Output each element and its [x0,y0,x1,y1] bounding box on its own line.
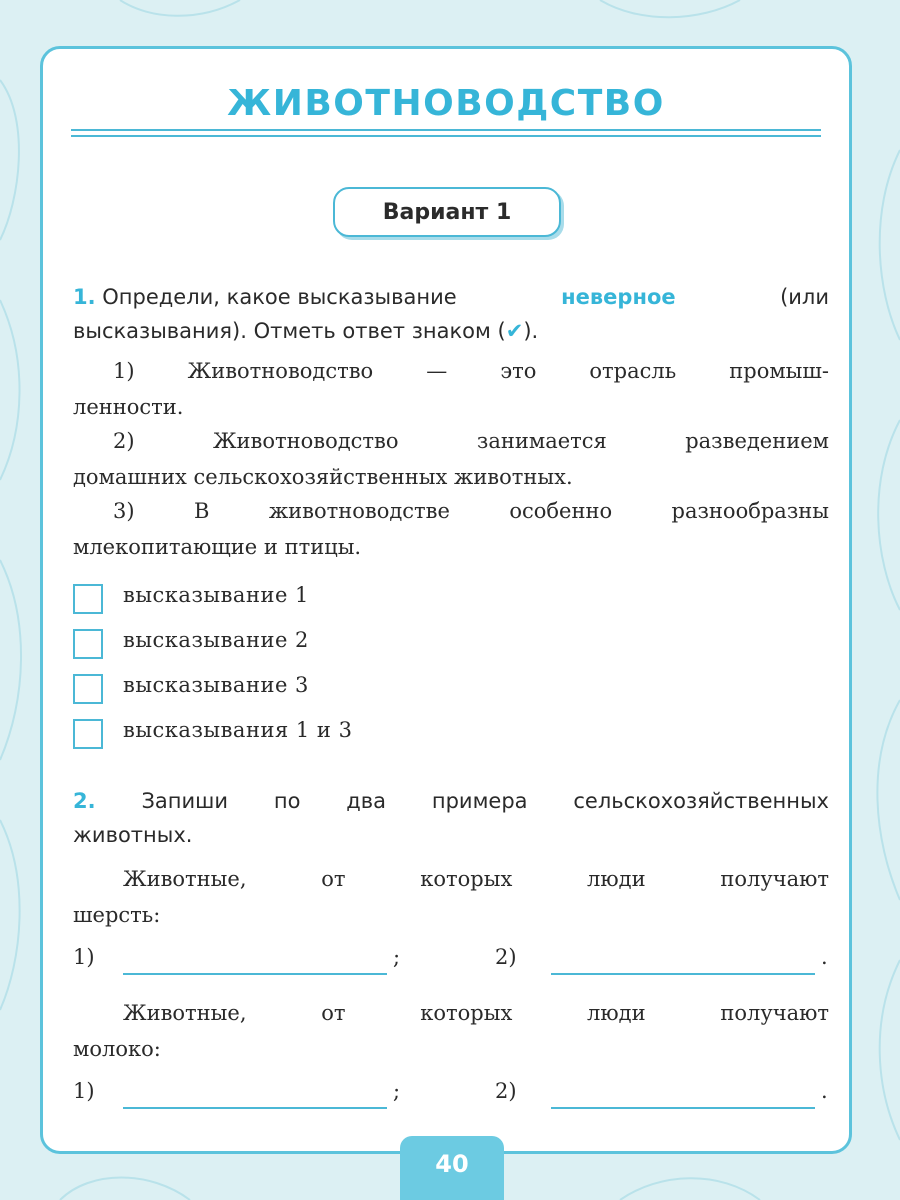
q2-prompt-line1: 2. Запиши по два примера сельскохозяйственных [73,789,829,813]
title-rule-top [71,129,821,131]
q1-highlight-word: неверное [561,285,676,309]
q1-prompt-line2: высказывания). Отметь ответ знаком (✔). [73,319,539,343]
statement-3-line1: 3) В животноводстве особенно разнообразны [113,499,829,523]
milk-prompt-line2: молоко: [73,1037,161,1061]
page-number-tab [400,1136,504,1200]
checkmark-icon: ✔ [505,319,524,343]
statement-2-line1: 2) Животноводство занимается разведением [113,429,829,453]
statement-2-line2: домашних сельскохозяйственных животных. [73,465,573,489]
milk-semicolon: ; [393,1079,401,1103]
milk-blank2-label: 2) [495,1079,517,1103]
option-checkbox-4[interactable] [73,719,103,749]
option-label-3: высказывание 3 [123,673,309,697]
option-checkbox-3[interactable] [73,674,103,704]
milk-period: . [821,1079,828,1103]
milk-answer-1-input[interactable] [123,1081,387,1109]
wool-semicolon: ; [393,945,401,969]
variant-badge: Вариант 1 [333,187,561,237]
wool-period: . [821,945,828,969]
option-label-1: высказывание 1 [123,583,309,607]
milk-prompt-line1: Животные, от которых люди получают [123,1001,829,1025]
wool-prompt-line1: Животные, от которых люди получают [123,867,829,891]
option-checkbox-1[interactable] [73,584,103,614]
worksheet-page [40,46,852,1154]
wool-answer-2-input[interactable] [551,947,815,975]
page-number: 40 [435,1150,469,1178]
milk-blank1-label: 1) [73,1079,95,1103]
wool-blank1-label: 1) [73,945,95,969]
statement-3-line2: млекопитающие и птицы. [73,535,362,559]
q1-prompt-line1: 1. Определи, какое высказывание неверное (или [73,285,829,309]
wool-answer-1-input[interactable] [123,947,387,975]
statement-1-line2: ленности. [73,395,184,419]
q1-number: 1. [73,285,96,309]
title-rule-bottom [71,135,821,137]
q2-prompt-line2: животных. [73,823,193,847]
page-title: ЖИВОТНОВОДСТВО [227,83,665,124]
q2-number: 2. [73,789,96,813]
option-checkbox-2[interactable] [73,629,103,659]
wool-blank2-label: 2) [495,945,517,969]
wool-prompt-line2: шерсть: [73,903,161,927]
option-label-4: высказывания 1 и 3 [123,718,353,742]
option-label-2: высказывание 2 [123,628,309,652]
statement-1-line1: 1) Животноводство — это отрасль промыш- [113,359,829,383]
milk-answer-2-input[interactable] [551,1081,815,1109]
